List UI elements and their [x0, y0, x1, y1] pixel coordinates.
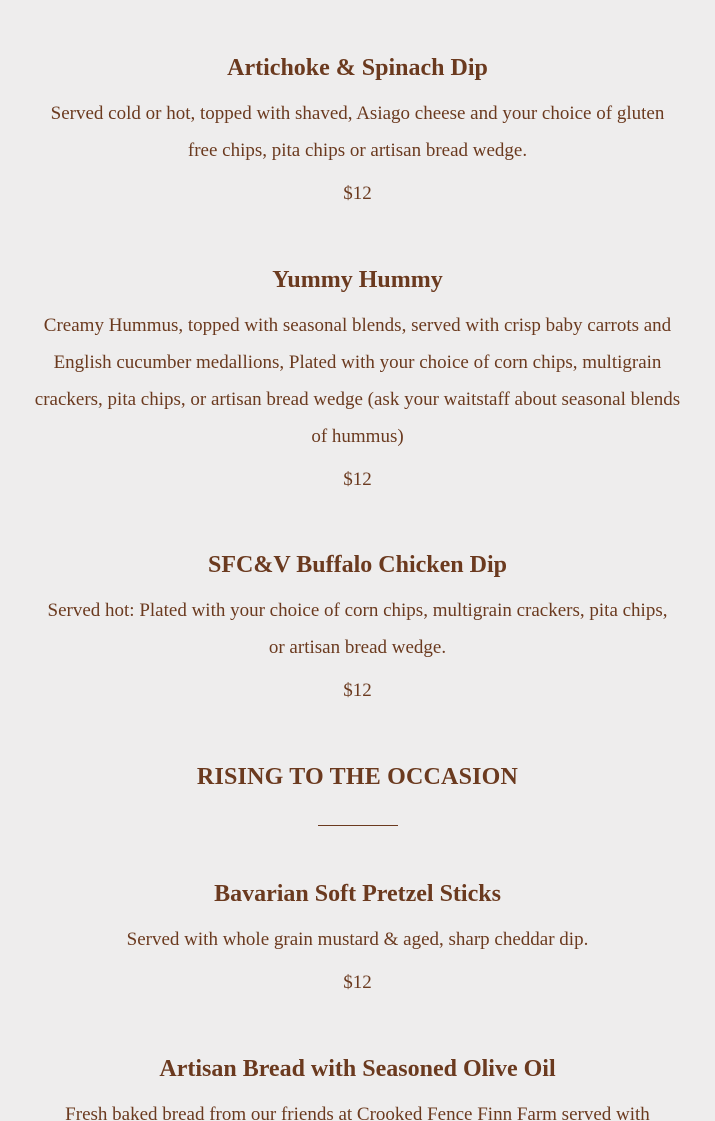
menu-item-bavarian-pretzel-sticks	[0, 879, 715, 998]
menu-item-buffalo-chicken-dip	[0, 550, 715, 706]
menu-item-description: Fresh baked bread from our friends at Crooked Fence Finn Farm served with	[65, 1104, 650, 1121]
section-divider	[318, 825, 398, 826]
menu-item-title: SFC&V Buffalo Chicken Dip	[208, 552, 507, 578]
menu-item-description: Served hot: Plated with your choice of corn chips, multigrain crackers, pita chips, or artisan bread wedge.	[47, 600, 668, 658]
menu-item-description: Served with whole grain mustard & aged, sharp cheddar dip.	[126, 929, 589, 950]
menu-item-price: $12	[343, 972, 372, 993]
menu-item-title: Yummy Hummy	[272, 267, 443, 293]
menu-item-yummy-hummy	[0, 265, 715, 495]
menu-item-description: Served cold or hot, topped with shaved, Asiago cheese and your choice of gluten free chips, pita chips or artisan bread wedge.	[50, 103, 665, 161]
section-heading: RISING TO THE OCCASION	[196, 764, 519, 790]
menu-item-artichoke-spinach-dip	[0, 53, 715, 209]
menu-item-title: Bavarian Soft Pretzel Sticks	[214, 881, 501, 907]
menu-item-artisan-bread	[0, 1054, 715, 1121]
menu-item-description: Creamy Hummus, topped with seasonal blends, served with crisp baby carrots and English cucumber medallions, Plated with your choice of corn chips, multigrain crackers, pita chips, or artisan bread wedge (ask your waitstaff about seasonal blends of hummus)	[34, 315, 681, 447]
menu-item-price: $12	[343, 469, 372, 490]
menu-item-title: Artichoke & Spinach Dip	[227, 55, 488, 81]
menu-item-price: $12	[343, 680, 372, 701]
menu-item-title: Artisan Bread with Seasoned Olive Oil	[159, 1056, 556, 1082]
menu-item-price: $12	[343, 183, 372, 204]
